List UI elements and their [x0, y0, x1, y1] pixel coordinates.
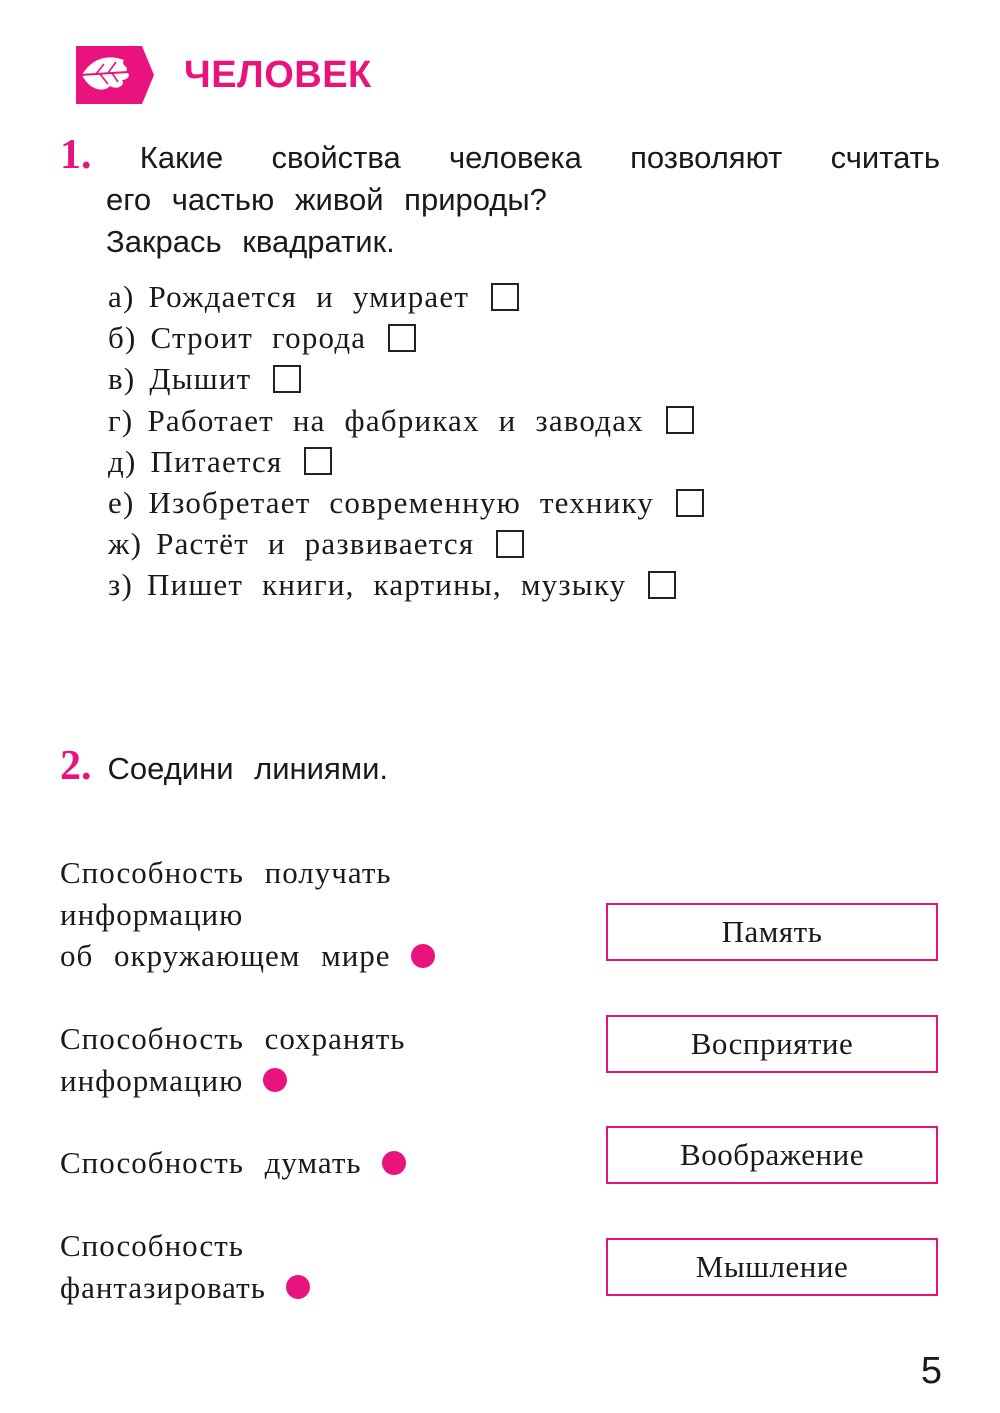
option-letter: а) — [108, 279, 135, 314]
option-text: Питается — [150, 443, 283, 479]
option-g — [108, 400, 704, 441]
left-item-line: Способность думать — [60, 1145, 362, 1180]
left-item-line: информацию — [60, 896, 244, 932]
option-d — [108, 441, 704, 482]
task-1-line-3: Закрась квадратик. — [106, 224, 395, 259]
task-1-question — [60, 134, 940, 263]
option-b-checkbox[interactable] — [388, 324, 416, 352]
option-letter: г) — [108, 402, 134, 438]
word: Какие — [139, 140, 224, 175]
left-item-line: информацию — [60, 1062, 244, 1098]
left-item-3 — [60, 1142, 406, 1184]
option-text: Дышит — [149, 361, 252, 397]
option-e — [108, 482, 704, 523]
option-text: Пишет книги, картины, музыку — [146, 567, 627, 603]
section-title: ЧЕЛОВЕК — [184, 53, 372, 96]
option-z-checkbox[interactable] — [648, 571, 676, 599]
task-2-number: 2. — [60, 743, 92, 789]
connector-dot[interactable] — [382, 1151, 406, 1175]
option-z — [108, 564, 704, 605]
option-a — [108, 276, 704, 317]
left-item-line: фантазировать — [60, 1269, 266, 1305]
option-b — [108, 317, 704, 358]
connector-dot[interactable] — [286, 1275, 310, 1299]
option-zh-checkbox[interactable] — [496, 530, 524, 558]
option-v — [108, 358, 704, 399]
left-item-line-with-dot — [60, 935, 435, 977]
answer-box-3[interactable]: Воображение — [606, 1126, 938, 1184]
connector-dot[interactable] — [263, 1068, 287, 1092]
answer-box-1[interactable]: Память — [606, 903, 938, 961]
left-item-line: Способность получать — [60, 855, 392, 890]
word: свойства — [271, 140, 401, 175]
option-text: Строит города — [150, 320, 367, 356]
option-letter: з) — [108, 567, 133, 603]
left-item-line-with-dot — [60, 1060, 405, 1102]
task-1-line-1 — [60, 134, 940, 179]
answer-box-4[interactable]: Мышление — [606, 1238, 938, 1296]
task-2-question — [60, 742, 388, 790]
task-2-instruction: Соедини линиями. — [107, 751, 389, 786]
left-item-2 — [60, 1018, 405, 1101]
left-item-1 — [60, 852, 435, 977]
section-header — [62, 40, 372, 110]
option-zh — [108, 523, 704, 564]
option-text: Рождается и умирает — [148, 279, 470, 314]
left-item-line: Способность — [60, 1228, 244, 1263]
word: считать — [830, 140, 940, 175]
leaf-arrow-icon — [62, 42, 162, 108]
task-1-options — [108, 276, 704, 606]
left-item-line: об окружающем мире — [60, 938, 391, 973]
option-text: Растёт и развивается — [156, 526, 475, 562]
option-letter: б) — [108, 320, 137, 356]
option-d-checkbox[interactable] — [304, 447, 332, 475]
option-text: Работает на фабриках и заводах — [147, 402, 644, 438]
option-letter: в) — [108, 361, 136, 397]
answer-box-2[interactable]: Восприятие — [606, 1015, 938, 1073]
connector-dot[interactable] — [411, 944, 435, 968]
task-1-line-2: его частью живой природы? — [106, 182, 547, 217]
option-letter: ж) — [108, 526, 143, 562]
option-letter: д) — [108, 443, 137, 479]
page-number: 5 — [920, 1350, 942, 1392]
option-g-checkbox[interactable] — [666, 406, 694, 434]
option-e-checkbox[interactable] — [676, 489, 704, 517]
left-item-line-with-dot — [60, 1142, 406, 1184]
word: позволяют — [630, 140, 783, 175]
word: человека — [448, 140, 582, 175]
option-text: Изобретает современную технику — [148, 485, 655, 521]
task-1-number: 1. — [60, 132, 92, 178]
left-item-line-with-dot — [60, 1267, 310, 1309]
option-a-checkbox[interactable] — [491, 283, 519, 311]
option-letter: е) — [108, 485, 135, 521]
left-item-line: Способность сохранять — [60, 1021, 406, 1056]
option-v-checkbox[interactable] — [273, 365, 301, 393]
left-item-4 — [60, 1225, 310, 1308]
